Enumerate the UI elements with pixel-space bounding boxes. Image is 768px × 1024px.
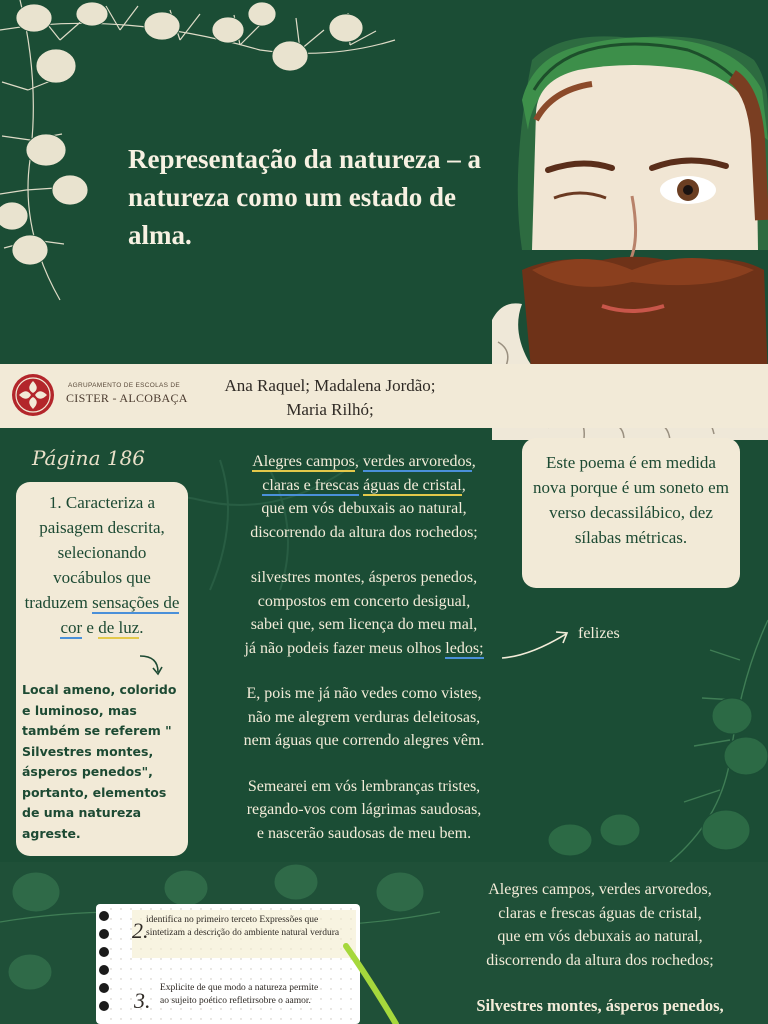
poem-stanza-3	[214, 682, 514, 753]
question-text	[24, 490, 180, 640]
poem-line: Semearei em vós lembranças tristes,	[247, 777, 481, 795]
poem-excerpt	[450, 878, 750, 1018]
poem-stanza-2	[214, 566, 514, 660]
notebook-number-2: 2.	[132, 918, 149, 943]
poem-excerpt-line: Alegres campos, verdes arvoredos,	[488, 881, 712, 898]
highlight-ledos: ledos;	[445, 639, 484, 657]
school-name-main: CISTER - ALCOBAÇA	[66, 391, 188, 405]
poem-excerpt-line: claras e frescas águas de cristal,	[498, 904, 702, 922]
page-reference: Página 186	[32, 446, 146, 470]
school-name-top: AGRUPAMENTO DE ESCOLAS DE	[68, 382, 181, 389]
highlight-color-sensations: sensações de cor	[60, 593, 180, 637]
poem-text	[214, 450, 514, 867]
green-marker-stroke	[340, 940, 420, 1024]
authors-line-2: Maria Rilhó;	[286, 400, 374, 419]
poem-excerpt-line-bold: Silvestres montes, ásperos penedos,	[476, 996, 724, 1015]
answer-text: Local ameno, colorido e luminoso, mas também se referem " Silvestres montes, ásperos penedos", portanto, elementos de uma natureza agreste.	[22, 682, 177, 841]
sonnet-note-card	[522, 438, 740, 588]
poem-line: nem águas que correndo alegres vêm.	[243, 732, 485, 749]
poem-line	[214, 474, 514, 498]
poem-line: e nascerão saudosas de meu bem.	[256, 824, 472, 842]
poem-line-part: já não podeis fazer meus olhos	[244, 639, 446, 657]
annotation-felizes: felizes	[578, 625, 620, 642]
question-end: .	[139, 618, 144, 637]
notebook-question-3: Explicite de que modo a natureza permite ao sujeito poético refletirsobre o aamor.	[160, 983, 319, 1006]
highlight-verdes-arvoredos: verdes arvoredos	[362, 453, 472, 470]
poem-stanza-4	[214, 775, 514, 846]
poem-line: sabei que, sem licença do meu mal,	[250, 616, 478, 633]
poem-stanza-1	[214, 450, 514, 544]
highlight-alegres-campos: Alegres campos	[252, 453, 355, 470]
curved-arrow-icon	[136, 652, 166, 678]
notebook-card	[96, 904, 360, 1024]
pinecone-decoration-right	[540, 600, 768, 862]
poem-line-part: ,	[461, 476, 466, 494]
poem-excerpt-line: que em vós debuxais ao natural,	[497, 928, 703, 945]
poem-line: que em vós debuxais ao natural,	[261, 500, 467, 517]
highlight-light: de luz	[98, 618, 140, 637]
poem-excerpt-line: discorrendo da altura dos rochedos;	[486, 951, 714, 969]
poem-line: não me alegrem verduras deleitosas,	[247, 708, 481, 726]
notebook-number-3: 3.	[134, 988, 151, 1013]
credits-band	[0, 364, 768, 428]
highlight-claras-frescas: claras e frescas	[262, 476, 360, 494]
page-title: Representação da natureza – a natureza como um estado de alma.	[128, 144, 481, 250]
notebook-question-2: identifica no primeiro terceto Expressões que sintetizam a descrição do ambiente natural verdura	[146, 915, 340, 938]
authors-line-1: Ana Raquel; Madalena Jordão;	[224, 376, 436, 395]
poem-line-part: ,	[354, 453, 363, 470]
sonnet-note-text: Este poema é em medida nova porque é um soneto em verso decassilábico, dez sílabas métricas.	[533, 453, 729, 547]
authors	[200, 374, 460, 422]
poem-line: regando-vos com lágrimas saudosas,	[246, 801, 482, 818]
poem-line-part: ,	[471, 453, 476, 470]
school-logo-icon	[10, 372, 56, 418]
poem-line: silvestres montes, ásperos penedos,	[250, 569, 478, 586]
poem-line	[214, 450, 514, 474]
poem-line	[214, 637, 514, 661]
poem-line: discorrendo da altura dos rochedos;	[250, 523, 478, 541]
poem-line: E, pois me já não vedes como vistes,	[246, 685, 482, 702]
question-card	[16, 482, 188, 856]
poem-line: compostos em concerto desigual,	[257, 592, 471, 610]
highlight-aguas-cristal: águas de cristal	[363, 476, 462, 494]
question-connector: e	[82, 618, 94, 637]
question-prompt: 1. Caracteriza a paisagem descrita, selecionando vocábulos que traduzem	[24, 493, 165, 612]
